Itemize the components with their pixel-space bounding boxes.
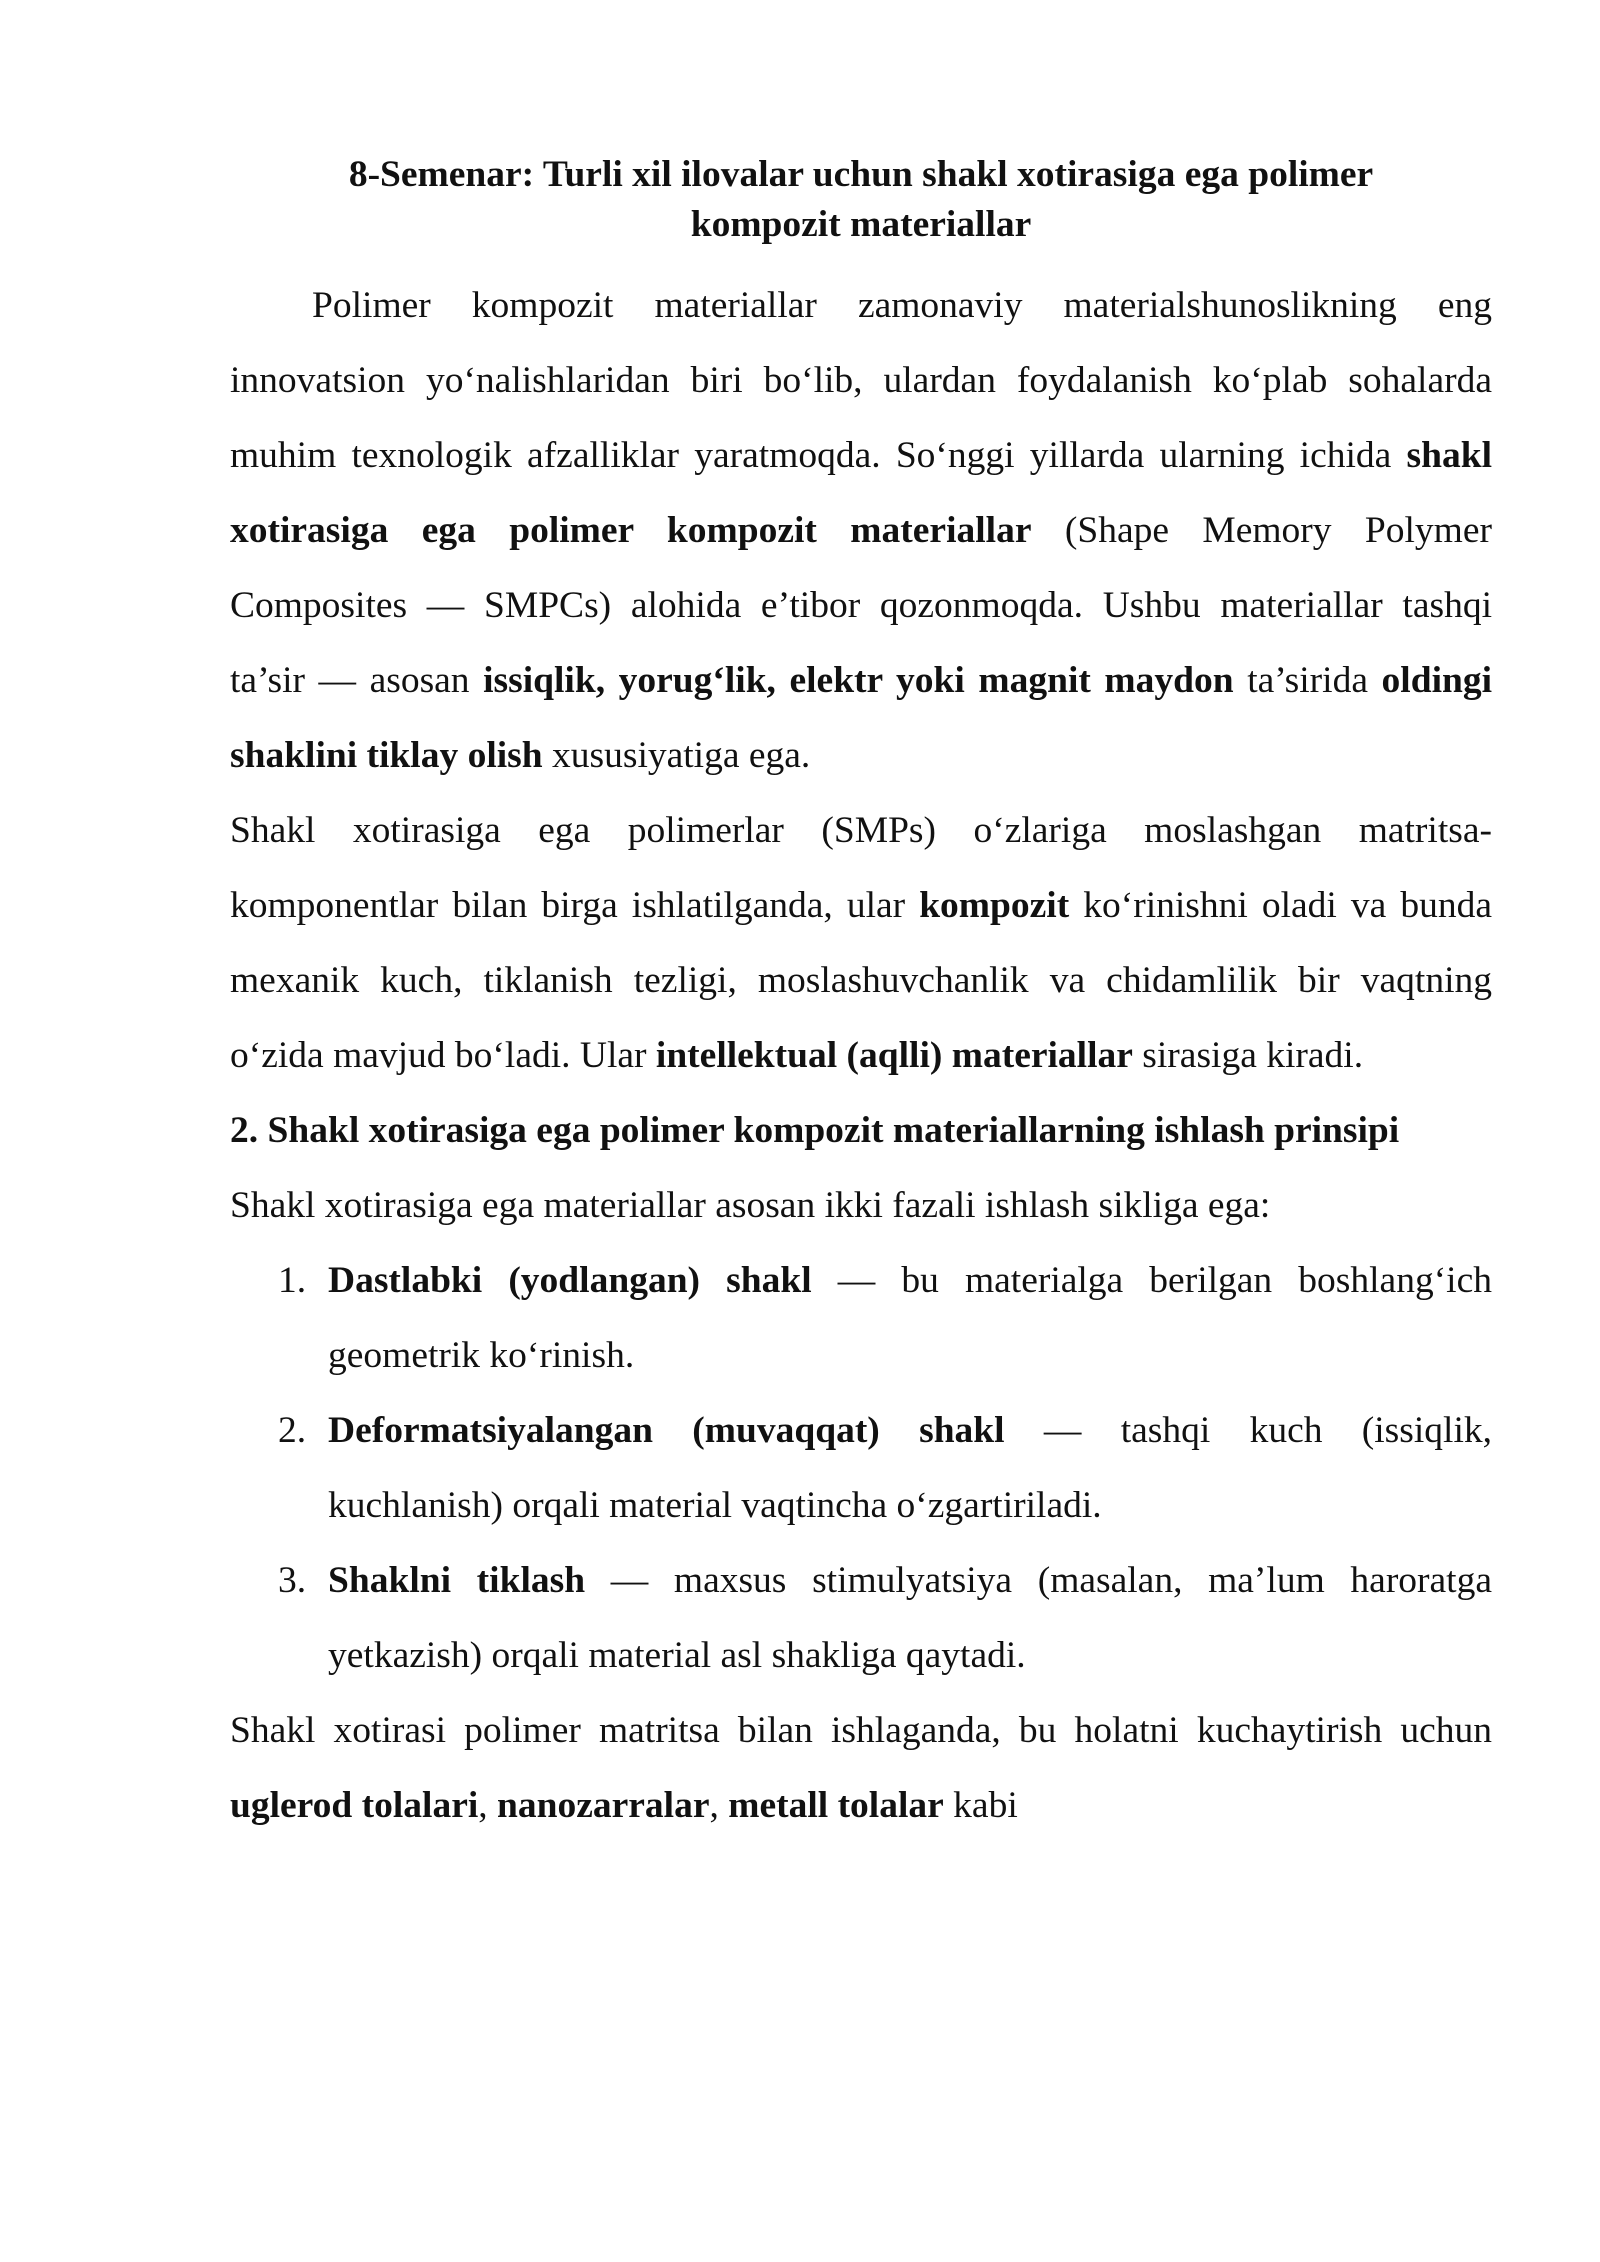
text-run: , [478,1785,498,1826]
document-title [230,150,1492,250]
bold-term: shakl xotirasiga ega polimer kompozit materiallar [230,435,1492,551]
list-item [230,1243,1492,1393]
text-run: kabi [943,1785,1018,1826]
text-run: — maxsus stimulyatsiya (masalan, ma’lum haroratga yetkazish) orqali material asl shakliga qaytadi. [328,1560,1492,1676]
bold-term: nanozarralar [497,1785,710,1826]
list-number: 1. [278,1260,307,1301]
bold-term: metall tolalar [728,1785,944,1826]
bold-term: Shaklni tiklash [328,1560,586,1601]
text-run: xususiyatiga ega. [542,735,811,776]
list-item [230,1393,1492,1543]
title-line-1: 8-Semenar: Turli xil ilovalar uchun shakl xotirasiga ega polimer [348,154,1374,195]
text-run: , [709,1785,729,1826]
bold-term: Dastlabki (yodlangan) shakl [328,1260,812,1301]
smp-paragraph [230,793,1492,1093]
bold-term: uglerod tolalari [230,1785,479,1826]
bold-term: oldingi shaklini tiklay olish [230,660,1493,776]
bold-term: Deformatsiyalangan (muvaqqat) shakl [328,1410,1005,1451]
section-intro: Shakl xotirasiga ega materiallar asosan ikki fazali ishlash sikliga ega: [230,1185,1271,1226]
text-run: ko‘rinishni oladi va bunda mexanik kuch, tiklanish tezligi, moslashuvchanlik va chidamlilik bir vaqtning o‘zida mavjud bo‘ladi. Ular [230,885,1492,1076]
text-run: sirasiga kiradi. [1132,1035,1364,1076]
list-number: 3. [278,1560,307,1601]
title-line-2: kompozit materiallar [690,204,1032,245]
section-heading: 2. Shakl xotirasiga ega polimer kompozit materiallarning ishlash prinsipi [230,1110,1400,1151]
bold-term: issiqlik, yorug‘lik, elektr yoki magnit maydon [483,660,1234,701]
text-run: Shakl xotirasiga ega polimerlar (SMPs) o‘zlariga moslashgan matritsa-komponentlar bilan birga ishlatilganda, ular [230,810,1492,926]
list-item [230,1543,1492,1693]
text-run: Shakl xotirasi polimer matritsa bilan ishlaganda, bu holatni kuchaytirish uchun [230,1710,1492,1751]
reinforcement-paragraph [230,1693,1492,1843]
list-number: 2. [278,1410,307,1451]
numbered-list [230,1243,1492,1693]
intro-paragraph [230,268,1492,793]
text-run: Polimer kompozit materiallar zamonaviy materialshunoslikning eng innovatsion yo‘nalishlaridan biri bo‘lib, ulardan foydalanish ko‘plab sohalarda muhim texnologik afzalliklar yaratmoqda. So‘nggi yillarda ularning ichida [230,285,1492,476]
text-run: ta’sirida [1233,660,1382,701]
text-run: — tashqi kuch (issiqlik, kuchlanish) orqali material vaqtincha o‘zgartiriladi. [328,1410,1492,1526]
bold-term: intellektual (aqlli) materiallar [655,1035,1133,1076]
text-run: (Shape Memory Polymer Composites — SMPCs) alohida e’tibor qozonmoqda. Ushbu materiallar tashqi ta’sir — asosan [230,510,1492,701]
document-body [230,150,1492,1843]
bold-term: kompozit [919,885,1070,926]
text-run: — bu materialga berilgan boshlang‘ich geometrik ko‘rinish. [328,1260,1492,1376]
